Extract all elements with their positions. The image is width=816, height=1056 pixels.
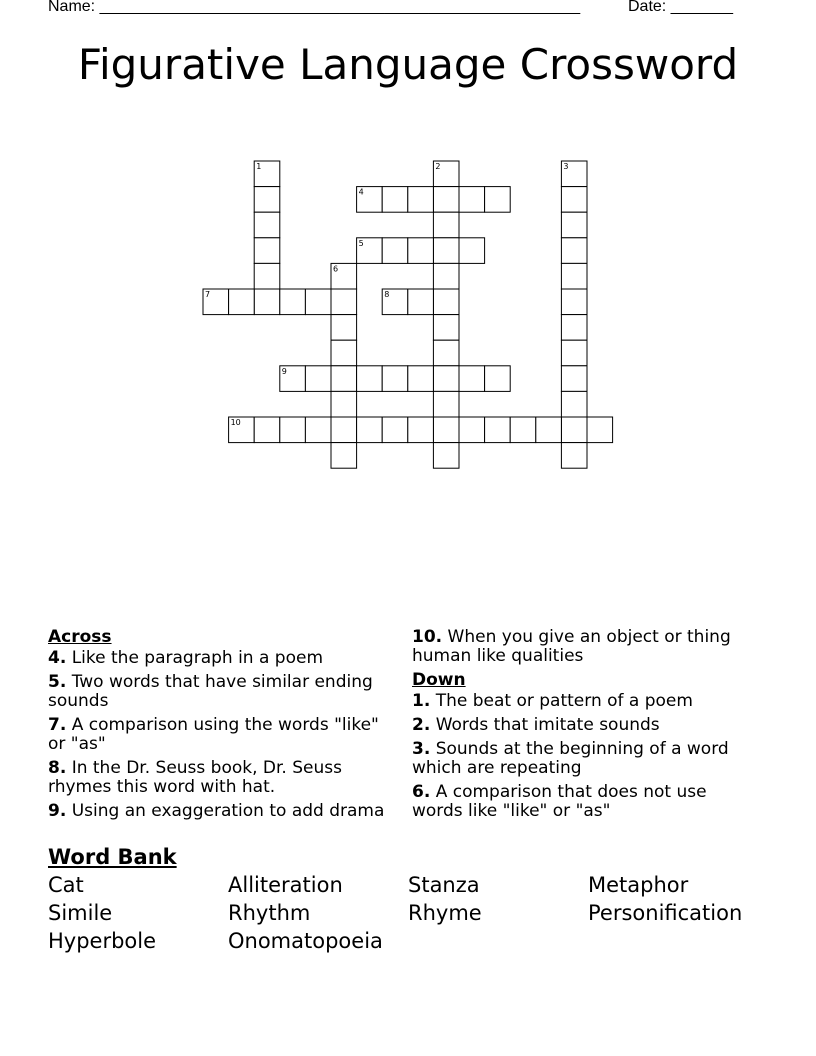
clue-number: 6. <box>412 782 431 802</box>
crossword-cell[interactable] <box>254 238 280 264</box>
across-clue-5 <box>48 673 393 711</box>
across-clue-10 <box>412 628 757 666</box>
word-bank-item: Personification <box>588 901 743 925</box>
crossword-cell[interactable] <box>254 289 280 315</box>
crossword-cell[interactable] <box>280 417 306 443</box>
cell-number: 6 <box>333 264 339 274</box>
clue-text: When you give an object or thing human like qualities <box>412 627 731 666</box>
crossword-cell[interactable] <box>433 443 459 469</box>
crossword-cell[interactable] <box>561 289 587 315</box>
crossword-cell[interactable] <box>408 417 434 443</box>
crossword-cell[interactable] <box>433 417 459 443</box>
crossword-cell[interactable] <box>561 315 587 341</box>
crossword-cell[interactable] <box>382 238 408 264</box>
clue-number: 8. <box>48 758 67 778</box>
crossword-cell[interactable] <box>433 391 459 417</box>
clues-right-column <box>412 628 757 826</box>
crossword-cell[interactable] <box>561 263 587 289</box>
cell-number: 9 <box>281 366 287 376</box>
crossword-cell[interactable] <box>382 187 408 213</box>
down-clue-2 <box>412 716 757 735</box>
crossword-cell[interactable] <box>357 366 383 392</box>
crossword-cell[interactable] <box>357 417 383 443</box>
crossword-cell[interactable] <box>229 289 255 315</box>
across-clue-7 <box>48 716 393 754</box>
crossword-cell[interactable] <box>561 238 587 264</box>
crossword-cell[interactable] <box>433 315 459 341</box>
word-bank-item: Metaphor <box>588 873 689 897</box>
crossword-cell[interactable] <box>587 417 613 443</box>
crossword-cell[interactable] <box>408 289 434 315</box>
word-bank-item: Simile <box>48 901 113 925</box>
crossword-cell[interactable] <box>433 366 459 392</box>
name-field[interactable]: Name: ______________________________________________________ <box>48 0 581 15</box>
crossword-cell[interactable] <box>305 289 331 315</box>
crossword-cell[interactable] <box>561 366 587 392</box>
page-title: Figurative Language Crossword <box>77 40 739 89</box>
crossword-cell[interactable] <box>305 366 331 392</box>
cell-number: 1 <box>256 162 262 171</box>
cell-number: 10 <box>230 418 241 427</box>
crossword-cell[interactable] <box>331 391 357 417</box>
clue-text: In the Dr. Seuss book, Dr. Seuss rhymes this word with hat. <box>48 758 342 797</box>
crossword-cell[interactable] <box>382 417 408 443</box>
down-heading: Down <box>412 670 466 690</box>
crossword-cell[interactable] <box>331 340 357 366</box>
crossword-cell[interactable] <box>459 238 485 264</box>
crossword-cell[interactable] <box>408 238 434 264</box>
word-bank-title: Word Bank <box>48 845 177 869</box>
cell-number: 4 <box>358 187 364 197</box>
clue-number: 4. <box>48 648 67 668</box>
date-field[interactable]: Date: _______ <box>628 0 733 15</box>
clue-text: The beat or pattern of a poem <box>435 691 693 711</box>
cell-number: 5 <box>358 238 364 248</box>
crossword-cell[interactable] <box>433 238 459 264</box>
crossword-cell[interactable] <box>408 187 434 213</box>
crossword-cell[interactable] <box>561 391 587 417</box>
crossword-cell[interactable] <box>561 340 587 366</box>
crossword-cell[interactable] <box>280 289 306 315</box>
crossword-cell[interactable] <box>561 417 587 443</box>
clue-text: Words that imitate sounds <box>435 715 660 735</box>
clue-number: 7. <box>48 715 67 735</box>
clue-number: 10. <box>412 627 443 647</box>
clue-number: 3. <box>412 739 431 759</box>
across-clue-4 <box>48 649 393 668</box>
word-bank-item: Onomatopoeia <box>228 929 383 953</box>
clue-number: 9. <box>48 801 67 821</box>
clue-text: A comparison using the words "like" or "as" <box>48 715 379 754</box>
crossword-cell[interactable] <box>536 417 562 443</box>
crossword-cell[interactable] <box>459 187 485 213</box>
crossword-cell[interactable] <box>433 263 459 289</box>
crossword-cell[interactable] <box>485 187 511 213</box>
crossword-cell[interactable] <box>305 417 331 443</box>
crossword-cell[interactable] <box>254 417 280 443</box>
crossword-cell[interactable] <box>561 212 587 238</box>
crossword-cell[interactable] <box>433 289 459 315</box>
crossword-cell[interactable] <box>408 366 434 392</box>
clue-number: 5. <box>48 672 67 692</box>
crossword-cell[interactable] <box>254 212 280 238</box>
crossword-cell[interactable] <box>254 187 280 213</box>
cell-number: 7 <box>205 290 211 299</box>
crossword-cell[interactable] <box>382 366 408 392</box>
crossword-cell[interactable] <box>254 263 280 289</box>
word-bank-item: Rhythm <box>228 901 311 925</box>
crossword-cell[interactable] <box>433 340 459 366</box>
crossword-cell[interactable] <box>433 212 459 238</box>
clue-number: 2. <box>412 715 431 735</box>
cell-number: 2 <box>435 162 441 171</box>
word-bank <box>48 873 778 953</box>
crossword-cell[interactable] <box>331 315 357 341</box>
crossword-cell[interactable] <box>561 187 587 213</box>
across-clue-9 <box>48 802 393 821</box>
cell-number: 3 <box>563 162 569 171</box>
word-bank-item: Cat <box>48 873 84 897</box>
down-clue-6 <box>412 783 757 821</box>
clue-text: Using an exaggeration to add drama <box>71 801 385 821</box>
crossword-cell[interactable] <box>485 366 511 392</box>
crossword-cell[interactable] <box>433 187 459 213</box>
crossword-cell[interactable] <box>510 417 536 443</box>
crossword-cell[interactable] <box>459 366 485 392</box>
down-clue-1 <box>412 692 757 711</box>
clue-text: A comparison that does not use words like "like" or "as" <box>412 782 707 821</box>
word-bank-item: Rhyme <box>408 901 482 925</box>
across-heading: Across <box>48 627 112 647</box>
crossword-cell[interactable] <box>485 417 511 443</box>
across-clue-8 <box>48 759 393 797</box>
clue-number: 1. <box>412 691 431 711</box>
crossword-cell[interactable] <box>459 417 485 443</box>
crossword-cell[interactable] <box>561 443 587 469</box>
crossword-cell[interactable] <box>331 443 357 469</box>
down-clue-3 <box>412 740 757 778</box>
clue-text: Two words that have similar ending sounds <box>48 672 373 711</box>
word-bank-item: Hyperbole <box>48 929 157 953</box>
clue-text: Like the paragraph in a poem <box>71 648 324 668</box>
crossword-cell[interactable] <box>331 366 357 392</box>
word-bank-item: Alliteration <box>228 873 343 897</box>
word-bank-item: Stanza <box>408 873 480 897</box>
crossword-cell[interactable] <box>331 289 357 315</box>
clues-left-column <box>48 628 393 826</box>
crossword-cell[interactable] <box>331 417 357 443</box>
clue-text: Sounds at the beginning of a word which are repeating <box>412 739 729 778</box>
cell-number: 8 <box>384 290 390 299</box>
